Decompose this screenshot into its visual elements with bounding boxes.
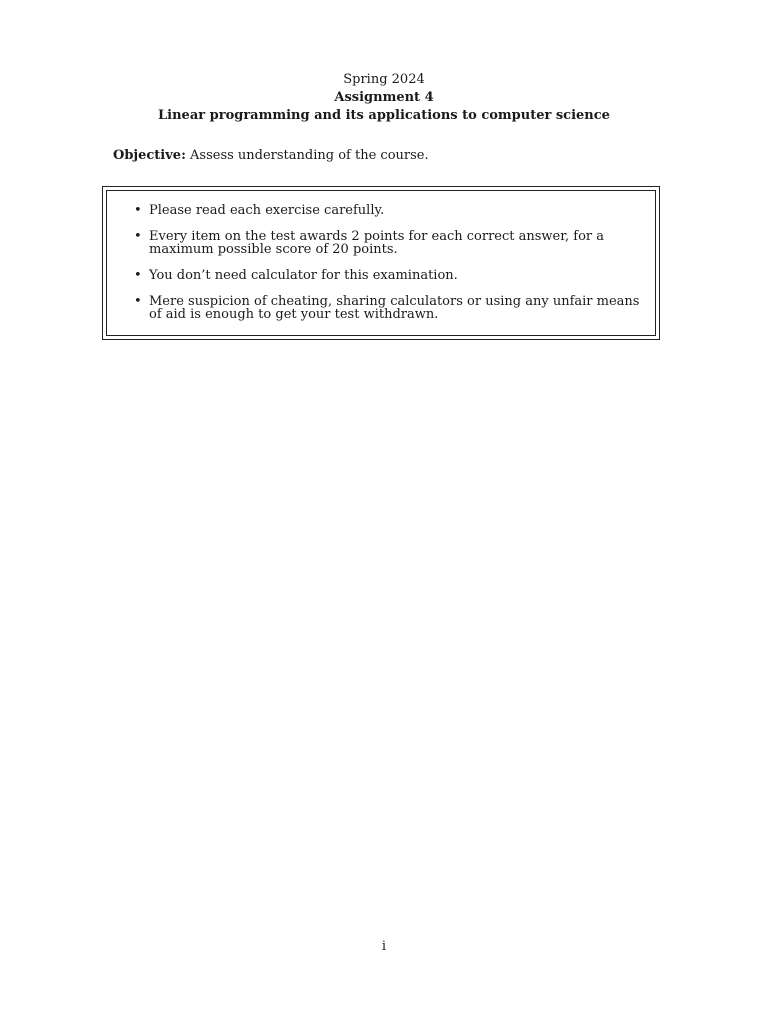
bullet-icon: • bbox=[134, 203, 142, 218]
instruction-text: You don’t need calculator for this examination. bbox=[149, 268, 458, 283]
instructions-box-inner bbox=[106, 190, 656, 336]
objective-label: Objective: bbox=[113, 148, 186, 163]
instruction-item bbox=[134, 230, 656, 256]
bullet-icon: • bbox=[134, 229, 142, 244]
instructions-box bbox=[102, 186, 660, 340]
bullet-icon: • bbox=[134, 268, 142, 283]
assignment-title: Assignment 4 bbox=[334, 90, 434, 105]
instruction-item bbox=[134, 295, 656, 321]
course-title: Linear programming and its applications to computer science bbox=[158, 108, 610, 123]
instruction-text: Every item on the test awards 2 points for each correct answer, for a maximum possible score of 20 points. bbox=[149, 229, 605, 257]
document-header bbox=[0, 71, 768, 125]
instruction-item bbox=[134, 204, 656, 217]
instruction-item bbox=[134, 269, 656, 282]
page-number: i bbox=[381, 939, 387, 954]
bullet-icon: • bbox=[134, 294, 142, 309]
instruction-text: Please read each exercise carefully. bbox=[149, 203, 385, 218]
term-label: Spring 2024 bbox=[343, 72, 425, 87]
instruction-text: Mere suspicion of cheating, sharing calculators or using any unfair means of aid is enough to get your test withdrawn. bbox=[149, 294, 640, 322]
objective-line bbox=[113, 147, 429, 165]
instructions-list bbox=[134, 204, 656, 334]
objective-text: Assess understanding of the course. bbox=[190, 148, 429, 163]
